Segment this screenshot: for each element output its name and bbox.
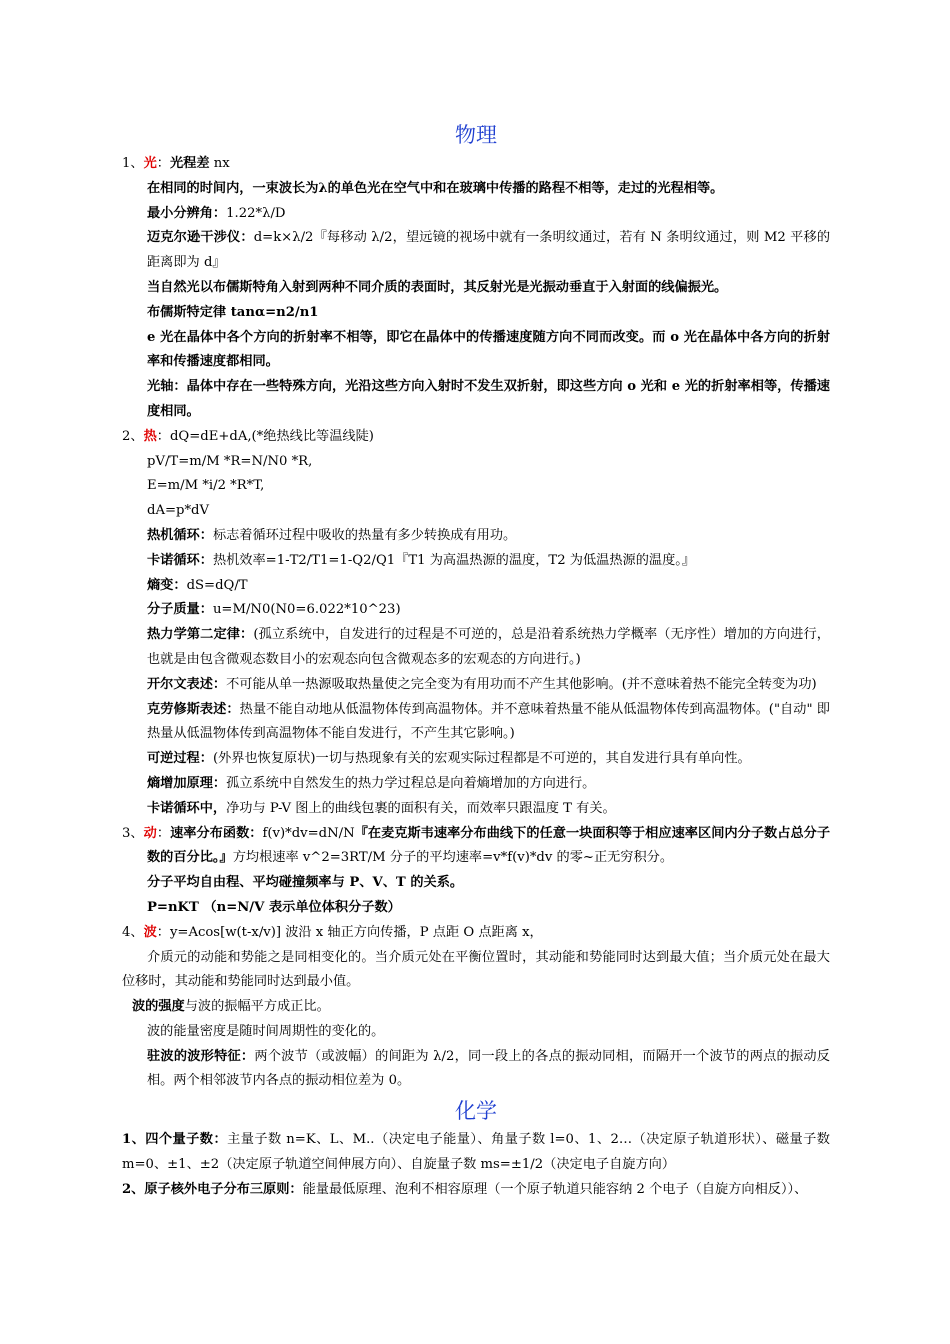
paragraph: 1、四个量子数：主量子数 n=K、L、M..（决定电子能量）、角量子数 l=0、1、2…（决定原子轨道形状）、磁量子数 m=0、±1、±2（决定原子轨道空间伸展方向）、自旋量子数 ms=±1/2（决定电子自旋方向） (122, 1132, 830, 1173)
physics-title: 物理 (455, 123, 497, 147)
paragraph: 最小分辨角：1.22*λ/D (147, 205, 286, 221)
section-key: 波 (143, 924, 157, 940)
paragraph: 介质元的动能和势能之是同相变化的。当介质元处在平衡位置时，其动能和势能同时达到最大值；当介质元处在最大位移时，其动能和势能同时达到最小值。 (122, 949, 830, 990)
section-light-heading: 1、光：光程差 nx (122, 156, 230, 171)
paragraph: 开尔文表述：不可能从单一热源吸取热量使之完全变为有用功而不产生其他影响。(并不意味着热不能完全转变为功) (147, 676, 817, 692)
paragraph: 分子质量：u=M/N0(N0=6.022*10^23) (147, 602, 401, 618)
chemistry-title: 化学 (455, 1099, 497, 1124)
paragraph: dA=p*dV (147, 503, 210, 519)
section-key: 光 (143, 156, 157, 171)
paragraph: 2、原子核外电子分布三原则：能量最低原理、泡利不相容原理（一个原子轨道只能容纳 2 个电子（自旋方向相反））、 (122, 1181, 808, 1197)
document-body (122, 118, 830, 1203)
paragraph: 当自然光以布儒斯特角入射到两种不同介质的表面时，其反射光是光振动垂直于入射面的线偏振光。 (147, 279, 728, 295)
paragraph: 波的能量密度是随时间周期性的变化的。 (147, 1023, 385, 1039)
paragraph: 分子平均自由程、平均碰撞频率与 P、V、T 的关系。 (147, 875, 464, 891)
paragraph: 克劳修斯表述：热量不能自动地从低温物体传到高温物体。并不意味着热量不能从低温物体传到高温物体。("自动" 即热量从低温物体传到高温物体不能自发进行，不产生其它影响。) (147, 701, 830, 742)
paragraph: 卡诺循环中，净功与 P-V 图上的曲线包裹的面积有关，而效率只跟温度 T 有关。 (147, 800, 616, 816)
paragraph: 在相同的时间内，一束波长为λ的单色光在空气中和在玻璃中传播的路程不相等，走过的光程相等。 (147, 180, 724, 196)
paragraph: 热力学第二定律：(孤立系统中，自发进行的过程是不可逆的，总是沿着系统热力学概率（无序性）增加的方向进行，也就是由包含微观态数目小的宏观态向包含微观态多的宏观态的方向进行。) (147, 627, 830, 667)
paragraph: 卡诺循环：热机效率=1-T2/T1=1-Q2/Q1『T1 为高温热源的温度，T2 为低温热源的温度。』 (147, 552, 696, 568)
paragraph: pV/T=m/M *R=N/N0 *R, (147, 453, 313, 469)
paragraph: 热机循环：标志着循环过程中吸收的热量有多少转换成有用功。 (147, 527, 517, 543)
paragraph: 熵变：dS=dQ/T (147, 577, 248, 593)
paragraph: P=nKT （n=N/V 表示单位体积分子数） (147, 899, 401, 915)
paragraph: 光轴：晶体中存在一些特殊方向，光沿这些方向入射时不发生双折射，即这些方向 o 光和 e 光的折射率相等，传播速度相同。 (147, 379, 830, 419)
section-key: 动 (143, 825, 157, 841)
paragraph: 迈克尔逊干涉仪：d=k×λ/2『每移动 λ/2，望远镜的视场中就有一条明纹通过，若有 N 条明纹通过，则 M2 平移的距离即为 d』 (147, 230, 831, 271)
paragraph: 可逆过程：(外界也恢复原状)一切与热现象有关的宏观实际过程都是不可逆的，其自发进行具有单向性。 (147, 751, 751, 767)
paragraph: 熵增加原理：孤立系统中自然发生的热力学过程总是向着熵增加的方向进行。 (147, 775, 596, 791)
section-key: 热 (143, 428, 157, 444)
section-heat-heading: 2、热：dQ=dE+dA,(*绝热线比等温线陡) (122, 428, 374, 444)
section-wave-heading: 4、波：y=Acos[w(t-x/v)] 波沿 x 轴正方向传播，P 点距 O 点距离 x， (122, 924, 543, 940)
paragraph: e 光在晶体中各个方向的折射率不相等，即它在晶体中的传播速度随方向不同而改变。而 o 光在晶体中各方向的折射率和传播速度都相同。 (147, 329, 830, 370)
paragraph: 驻波的波形特征：两个波节（或波幅）的间距为 λ/2，同一段上的各点的振动同相，而隔开一个波节的两点的振动反相。两个相邻波节内各点的振动相位差为 0。 (147, 1048, 830, 1089)
section-kinetics-heading: 3、动：速率分布函数：f(v)*dv=dN/N『在麦克斯韦速率分布曲线下的任意一块面积等于相应速率区间内分子数占总分子数的百分比。』方均根速率 v^2=3RT/M 分子的平均速率=v*f(v)*dv 的零~正无穷积分。 (122, 825, 831, 866)
paragraph: 波的强度与波的振幅平方成正比。 (132, 999, 330, 1015)
paragraph: 布儒斯特定律 tanα=n2/n1 (147, 304, 319, 320)
paragraph: E=m/M *i/2 *R*T, (147, 478, 265, 494)
